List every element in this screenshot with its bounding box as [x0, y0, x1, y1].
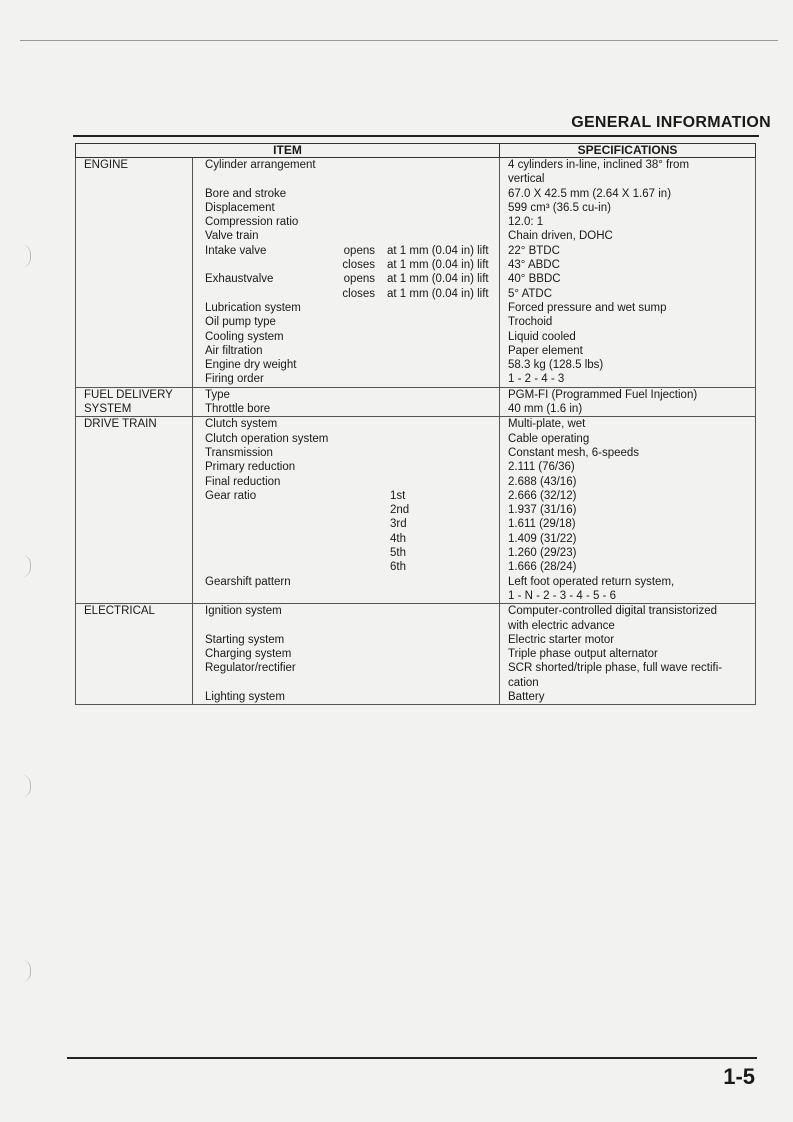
category-cell	[76, 604, 193, 705]
gear-label: 3rd	[390, 518, 407, 531]
table-row-engine	[76, 158, 756, 388]
category-label: ENGINE	[84, 159, 129, 171]
spec-line: 40 mm (1.6 in)	[508, 403, 583, 416]
category-label: DRIVE TRAIN	[84, 418, 157, 431]
spec-cell	[500, 387, 756, 417]
valve-label: Exhaustvalve	[205, 273, 274, 286]
scan-edge-line	[20, 40, 778, 41]
item-line: Gearshift pattern	[205, 575, 291, 588]
category-label: SYSTEM	[84, 403, 132, 416]
item-cell	[193, 387, 500, 417]
gear-row	[205, 503, 499, 517]
spec-line: 2.666 (32/12)	[508, 489, 577, 502]
spec-line: Forced pressure and wet sump	[508, 301, 667, 314]
spec-line: 43° ABDC	[508, 259, 560, 272]
spec-line: 1.409 (31/22)	[508, 532, 577, 545]
item-line: Cylinder arrangement	[205, 159, 316, 171]
spec-line: 1.611 (29/18)	[508, 518, 576, 531]
valve-lift: at 1 mm (0.04 in) lift	[387, 244, 489, 257]
item-line: Clutch system	[205, 418, 278, 431]
table-row-drive-train	[76, 417, 756, 604]
item-line: Firing order	[205, 373, 264, 386]
spec-line: 1.260 (29/23)	[508, 547, 577, 560]
gear-label: 1st	[390, 489, 406, 502]
spec-line: 1.666 (28/24)	[508, 561, 577, 574]
spec-line: 22° BTDC	[508, 244, 560, 257]
valve-row	[205, 244, 499, 258]
spec-line: 1.937 (31/16)	[508, 504, 577, 517]
valve-row	[205, 272, 499, 286]
gear-row	[205, 560, 499, 574]
item-line: Throttle bore	[205, 403, 271, 416]
spec-line: Left foot operated return system,	[508, 575, 675, 588]
spec-cell	[500, 158, 756, 388]
spec-line: 12.0: 1	[508, 216, 544, 229]
item-line: Compression ratio	[205, 216, 299, 229]
spec-line: 67.0 X 42.5 mm (2.64 X 1.67 in)	[508, 187, 672, 200]
item-line: Charging system	[205, 648, 292, 661]
gear-row	[205, 489, 499, 503]
valve-row	[205, 287, 499, 301]
item-line	[205, 676, 499, 690]
spec-line: 58.3 kg (128.5 lbs)	[508, 359, 604, 372]
spec-line: vertical	[508, 173, 545, 186]
spec-line: Chain driven, DOHC	[508, 230, 613, 243]
spec-line: Computer-controlled digital transistorized	[508, 605, 718, 618]
table-row-fuel-delivery	[76, 387, 756, 417]
valve-event: closes	[342, 287, 375, 300]
valve-lift: at 1 mm (0.04 in) lift	[387, 259, 489, 272]
spec-line: with electric advance	[508, 619, 615, 632]
valve-lift: at 1 mm (0.04 in) lift	[387, 273, 489, 286]
gear-label: 6th	[390, 561, 406, 574]
item-line: Displacement	[205, 201, 275, 214]
binding-mark	[22, 555, 31, 577]
item-line: Air filtration	[205, 344, 263, 357]
spec-line: SCR shorted/triple phase, full wave rectifi-	[508, 662, 723, 675]
spec-line: 40° BBDC	[508, 273, 561, 286]
valve-event: opens	[343, 244, 375, 257]
spec-line: 2.688 (43/16)	[508, 475, 577, 488]
item-cell	[193, 417, 500, 604]
binding-mark	[22, 775, 31, 797]
category-label: ELECTRICAL	[84, 605, 155, 618]
gear-row	[205, 517, 499, 531]
spec-line: 4 cylinders in-line, inclined 38° from	[508, 159, 690, 171]
category-label: FUEL DELIVERY	[84, 388, 173, 401]
spec-cell	[500, 604, 756, 705]
item-cell	[193, 604, 500, 705]
spec-line: 2.111 (76/36)	[508, 461, 575, 474]
spec-line: Triple phase output alternator	[508, 648, 658, 661]
item-line: Clutch operation system	[205, 432, 329, 445]
category-cell	[76, 387, 193, 417]
spec-line: Cable operating	[508, 432, 590, 445]
valve-event: opens	[343, 273, 375, 286]
gear-label: 5th	[390, 547, 406, 560]
item-line	[205, 619, 499, 633]
spec-line: 1 - 2 - 4 - 3	[508, 373, 565, 386]
item-line: Transmission	[205, 446, 273, 459]
spec-line: Trochoid	[508, 316, 553, 329]
valve-row	[205, 258, 499, 272]
spec-line: Liquid cooled	[508, 330, 576, 343]
spec-column-header: SPECIFICATIONS	[500, 144, 756, 158]
item-line	[205, 172, 499, 186]
category-cell	[76, 158, 193, 388]
gear-row	[205, 532, 499, 546]
title-rule	[73, 135, 759, 137]
item-cell	[193, 158, 500, 388]
item-line: Primary reduction	[205, 461, 296, 474]
item-line: Starting system	[205, 633, 285, 646]
item-column-header: ITEM	[76, 144, 500, 158]
spec-line: 5° ATDC	[508, 287, 553, 300]
spec-line: Paper element	[508, 344, 583, 357]
item-line: Final reduction	[205, 475, 281, 488]
table-header-row	[76, 144, 756, 158]
item-line: Regulator/rectifier	[205, 662, 296, 675]
valve-lift: at 1 mm (0.04 in) lift	[387, 287, 489, 300]
spec-line: Constant mesh, 6-speeds	[508, 446, 640, 459]
page-number: 1-5	[723, 1064, 755, 1089]
spec-line: cation	[508, 676, 539, 689]
item-line: Cooling system	[205, 330, 284, 343]
gear-row	[205, 546, 499, 560]
spec-line: Battery	[508, 690, 545, 703]
spec-line: 1 - N - 2 - 3 - 4 - 5 - 6	[508, 589, 617, 602]
binding-mark	[22, 245, 31, 267]
spec-line: Multi-plate, wet	[508, 418, 586, 431]
item-line: Valve train	[205, 230, 259, 243]
item-line: Oil pump type	[205, 316, 276, 329]
gear-label: 4th	[390, 532, 406, 545]
binding-mark	[22, 960, 31, 982]
item-line: Lubrication system	[205, 301, 301, 314]
spec-line: PGM-FI (Programmed Fuel Injection)	[508, 388, 698, 401]
specifications-table	[75, 143, 756, 705]
item-line: Bore and stroke	[205, 187, 287, 200]
item-line: Engine dry weight	[205, 359, 297, 372]
item-line: Ignition system	[205, 605, 282, 618]
item-line: Lighting system	[205, 690, 285, 703]
valve-label: Intake valve	[205, 244, 267, 257]
gear-label: 2nd	[390, 504, 410, 517]
gear-ratio-label: Gear ratio	[205, 489, 257, 502]
spec-cell	[500, 417, 756, 604]
spec-line: Electric starter motor	[508, 633, 615, 646]
item-line: Type	[205, 388, 230, 401]
page-title: GENERAL INFORMATION	[571, 114, 771, 131]
footer-rule	[67, 1057, 757, 1059]
spec-line: 599 cm³ (36.5 cu-in)	[508, 201, 611, 214]
table-row-electrical	[76, 604, 756, 705]
category-cell	[76, 417, 193, 604]
valve-event: closes	[342, 259, 375, 272]
